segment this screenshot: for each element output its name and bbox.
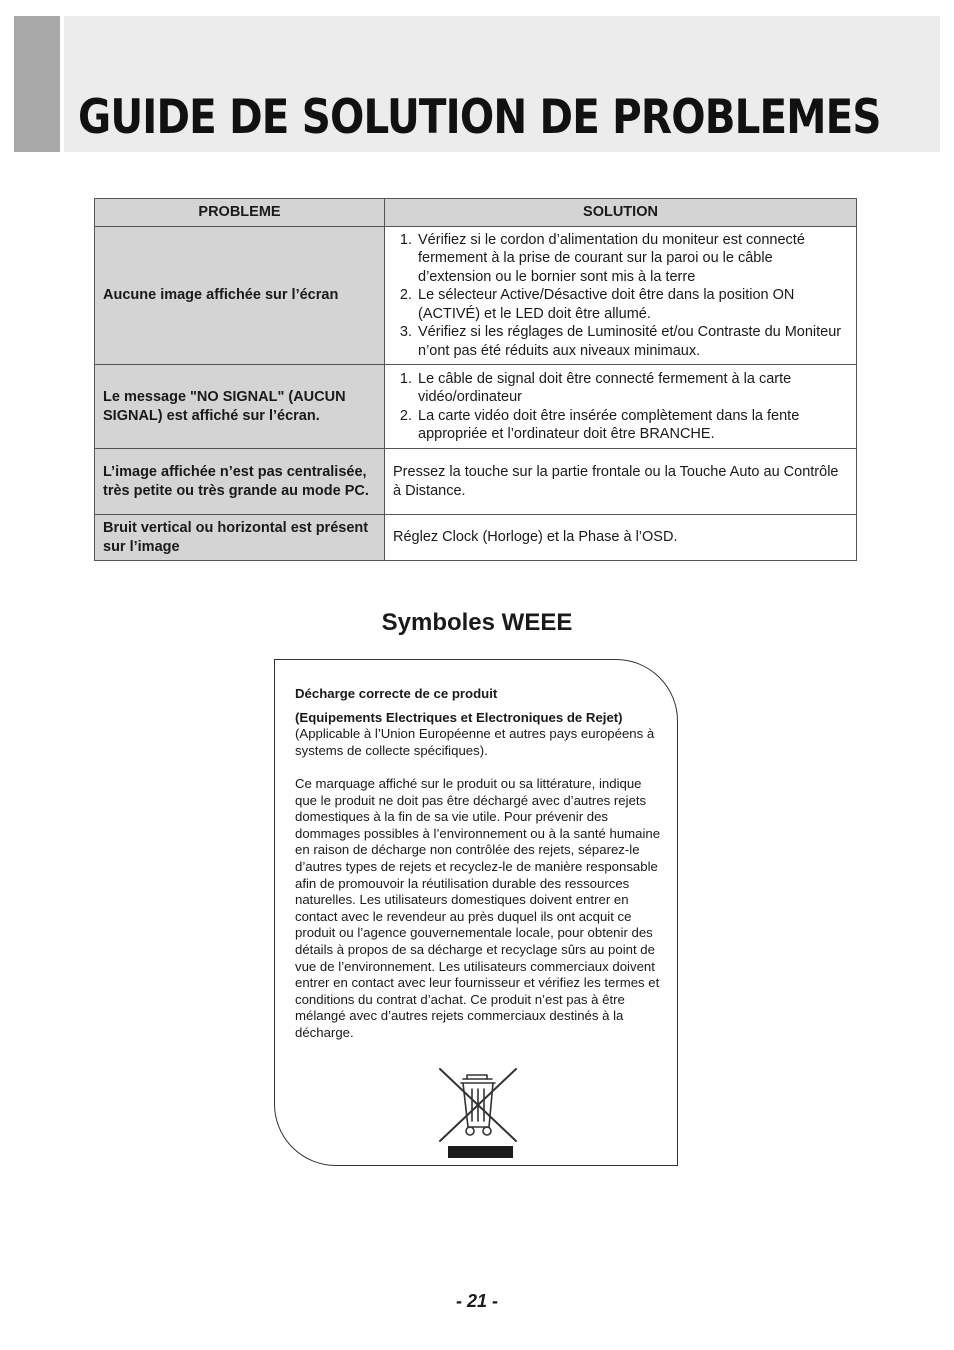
problem-cell: L’image affichée n’est pas centralisée, très petite ou très grande au mode PC. xyxy=(95,449,385,515)
solution-cell: Pressez la touche sur la partie frontale ou la Touche Auto au Contrôle à Distance. xyxy=(385,449,857,515)
solution-item: 2. La carte vidéo doit être insérée complètement dans la fente appropriée et l’ordinateur doit être BRANCHE. xyxy=(416,407,846,444)
solution-cell xyxy=(385,365,857,449)
table-row xyxy=(95,449,857,515)
weee-heading: Symboles WEEE xyxy=(381,609,573,636)
page-number: - 21 - xyxy=(455,1291,498,1311)
solution-item: 3. Vérifiez si les réglages de Luminosité et/ou Contraste du Moniteur n’ont pas été réduits aux niveaux minimaux. xyxy=(416,323,846,360)
weee-subtitle: (Equipements Electriques et Electroniques de Rejet) xyxy=(295,709,623,725)
table-row xyxy=(95,365,857,449)
problem-cell: Le message "NO SIGNAL" (AUCUN SIGNAL) est affiché sur l’écran. xyxy=(95,365,385,449)
weee-title: Décharge correcte de ce produit xyxy=(295,686,498,701)
header-solution: SOLUTION xyxy=(385,199,857,227)
solution-cell: Réglez Clock (Horloge) et la Phase à l’OSD. xyxy=(385,515,857,561)
weee-text-block xyxy=(295,686,663,1041)
solution-list xyxy=(393,231,846,361)
solution-item: 2. Le sélecteur Active/Désactive doit être dans la position ON (ACTIVÉ) et le LED doit être allumé. xyxy=(416,286,846,323)
problem-cell: Aucune image affichée sur l’écran xyxy=(95,227,385,365)
table-row xyxy=(95,227,857,365)
troubleshooting-table xyxy=(94,198,857,561)
problem-cell: Bruit vertical ou horizontal est présent sur l’image xyxy=(95,515,385,561)
weee-applicability: (Applicable à l’Union Européenne et autres pays européens à systems de collecte spécifiques). xyxy=(295,726,655,758)
table-header-row xyxy=(95,199,857,227)
solution-item: 1. Le câble de signal doit être connecté fermement à la carte vidéo/ordinateur xyxy=(416,370,846,407)
weee-body: Ce marquage affiché sur le produit ou sa littérature, indique que le produit ne doit pas être déchargé avec d’autres rejets domestiques à la fin de sa vie utile. Pour prévenir des dommages possibles à l’environnement ou à la santé humaine en raison de décharge non contrôlée des rejets, séparez-le d’autres types de rejets et recyclez-le de manière responsable afin de promouvoir la réutilisation durable des ressources naturelles. Les utilisateurs domestiques doivent entrer en contact avec le revendeur au près duquel ils ont acquit ce produit ou l’agence gouvernementale locale, pour obtenir des détails à propos de sa décharge et recyclage sûrs au point de vue de l’environnement. Les utilisateurs commerciaux doivent entrer en contact avec leur fournisseur et vérifiez les termes et conditions du contrat d’achat. Ce produit n’est pas à être mélangé avec d’autres rejets commerciaux destinés à la décharge. xyxy=(295,775,661,1040)
solution-list xyxy=(393,370,846,444)
header-problem: PROBLEME xyxy=(95,199,385,227)
page-title: GUIDE DE SOLUTION DE PROBLEMES xyxy=(78,90,881,145)
title-side-bar xyxy=(14,16,60,152)
solution-cell xyxy=(385,227,857,365)
crossed-out-wheelie-bin-icon xyxy=(437,1065,519,1160)
solution-item: 1. Vérifiez si le cordon d’alimentation du moniteur est connecté fermement à la prise de courant sur la paroi ou le câble d’extension ou le bornier sont mis à la terre xyxy=(416,231,846,287)
table-row xyxy=(95,515,857,561)
